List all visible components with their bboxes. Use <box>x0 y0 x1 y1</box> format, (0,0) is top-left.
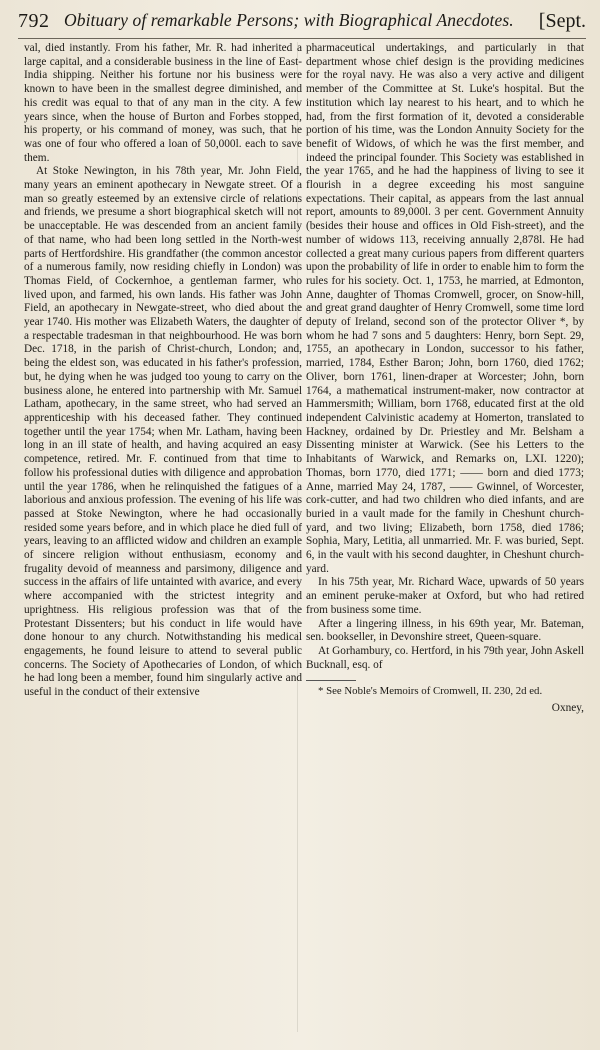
paragraph: At Gorhambury, co. Hertford, in his 79th year, John Askell Bucknall, esq. of <box>306 644 584 671</box>
left-column <box>24 42 302 700</box>
paragraph: pharmaceutical undertakings, and particularly in that department whose chief design is the providing medicines for the royal navy. He was also a very active and diligent member of the Committee at St. Luke's hospital. But the institution which lay nearest to his heart, and to which he had, from the first formation of it, devoted a considerable portion of his time, was the London Annuity Society for the benefit of Widows, of which he was the first member, and indeed the principal founder. This Society was established in the year 1765, and he had the happiness of living to see it flourish in a degree exceeding his most sanguine expectations. Their capital, as appears from the last annual report, amounts to 89,000l. 3 per cent. Government Annuity (besides their house and offices in Old Fish-street), and the number of widows 113, receiving annually 2,878l. He had collected a great many curious papers from different quarters upon the probability of life in order to enable him to form the rules for his society. Oct. 1, 1753, he married, at Edmonton, Anne, daughter of Thomas Cromwell, grocer, on Snow-hill, and great grand daughter of Henry Cromwell, some time lord deputy of Ireland, second son of the protector Oliver *, by whom he had 7 sons and 5 daughters: Henry, born Sept. 29, 1755, an apothecary in London, successor to his father, married, 1784, Esther Baron; John, born 1760, died 1762; Oliver, born 1761, linen-draper at Worcester; John, born 1764, a mathematical instrument-maker, now contractor at Hammersmith; William, born 1768, educated first at the old independent Calvinistic academy at Homerton, translated to Hackney, ordained by Dr. Priestley and Mr. Belsham a Dissenting minister at Warwick. (See his Letters to the Inhabitants of Warwick, and Remarks on, LXI. 1220); Thomas, born 1770, died 1771; —— born and died 1773; Anne, married May 24, 1787, —— Gwinnel, of Worcester, cork-cutter, and had two children who died infants, and are buried in a vault made for the family in Cheshunt church-yard, and two living; Elizabeth, born 1758, died 1786; Sophia, Mary, Letitia, all unmarried. Mr. F. was buried, Sept. 6, in the vault with his second daughter, in Cheshunt church-yard. <box>306 42 584 575</box>
header-month: [Sept. <box>538 10 586 32</box>
page-header <box>18 8 586 39</box>
page-number: 792 <box>18 10 50 32</box>
running-title: Obituary of remarkable Persons; with Biographical Anecdotes. <box>64 10 514 30</box>
paragraph: In his 75th year, Mr. Richard Wace, upwards of 50 years an eminent peruke-maker at Oxford, but who had retired from business some time. <box>306 576 584 616</box>
catchword: Oxney, <box>551 702 584 715</box>
right-column <box>306 42 584 716</box>
footnote-rule <box>306 680 356 681</box>
paragraph: After a lingering illness, in his 69th year, Mr. Bateman, sen. bookseller, in Devonshire street, Queen-square. <box>306 617 584 644</box>
paragraph: At Stoke Newington, in his 78th year, Mr. John Field, many years an eminent apothecary in Newgate street. Of a man so greatly esteemed by an extensive circle of relations and friends, we presume a short biographical sketch will not be unacceptable. He was descended from an ancient family of that name, who had been long settled in the North-west parts of Hertfordshire. His grandfather (the common ancestor of a numerous family, now residing chiefly in London) was Thomas Field, of Cockernhoe, a gentleman farmer, who lived upon, and farmed, his own lands. His father was John Field, an apothecary in Newgate-street, who died about the year 1740. His mother was Elizabeth Waters, the daughter of a respectable tradesman in that neighbourhood. He was born Dec. 1718, in the parish of Christ-church, London; and, being the eldest son, was educated in his father's profession, but, he dying when he was judged too young to carry on the business alone, he entered into partnership with Mr. Samuel Latham, apothecary, in the same street, who had served an apprenticeship with his deceased father. They continued together until the year 1754; when Mr. Latham, having been long in an ill state of health, and having acquired an easy competence, retired. Mr. F. continued from that time to follow his professional duties with diligence and approbation until the year 1786, when he relinquished the fatigues of a laborious and anxious profession. The evening of his life was passed at Stoke Newington, where he had occasionally resided some years before, and in which place he died full of years, leaving to an afflicted widow and children an example of sincere religion without enthusiasm, economy and frugality devoid of meanness and parsimony, diligence and success in the affairs of life untainted with avarice, and every where accompanied with the strictest integrity and uprightness. His religious profession was that of the Protestant Dissenters; but his conduct in life would have done honour to any church. Notwithstanding his medical engagements, he found leisure to attend to several public concerns. The Society of Apothecaries of London, of which he had long been a member, found him singularly active and useful in the conduct of their extensive <box>24 165 302 699</box>
paragraph: val, died instantly. From his father, Mr. R. had inherited a large capital, and a considerable business in the line of East-India shipping. Neither his fortune nor his business were known to have been in the smallest degree diminished, and his credit was equal to that of any man in the city. A few years since, when the house of Burton and Forbes stopped, his property, or his command of money, was such, that he was one of four who offered a loan of 50,000l. each to save them. <box>24 42 302 164</box>
footnote: * See Noble's Memoirs of Cromwell, II. 230, 2d ed. <box>318 685 543 698</box>
